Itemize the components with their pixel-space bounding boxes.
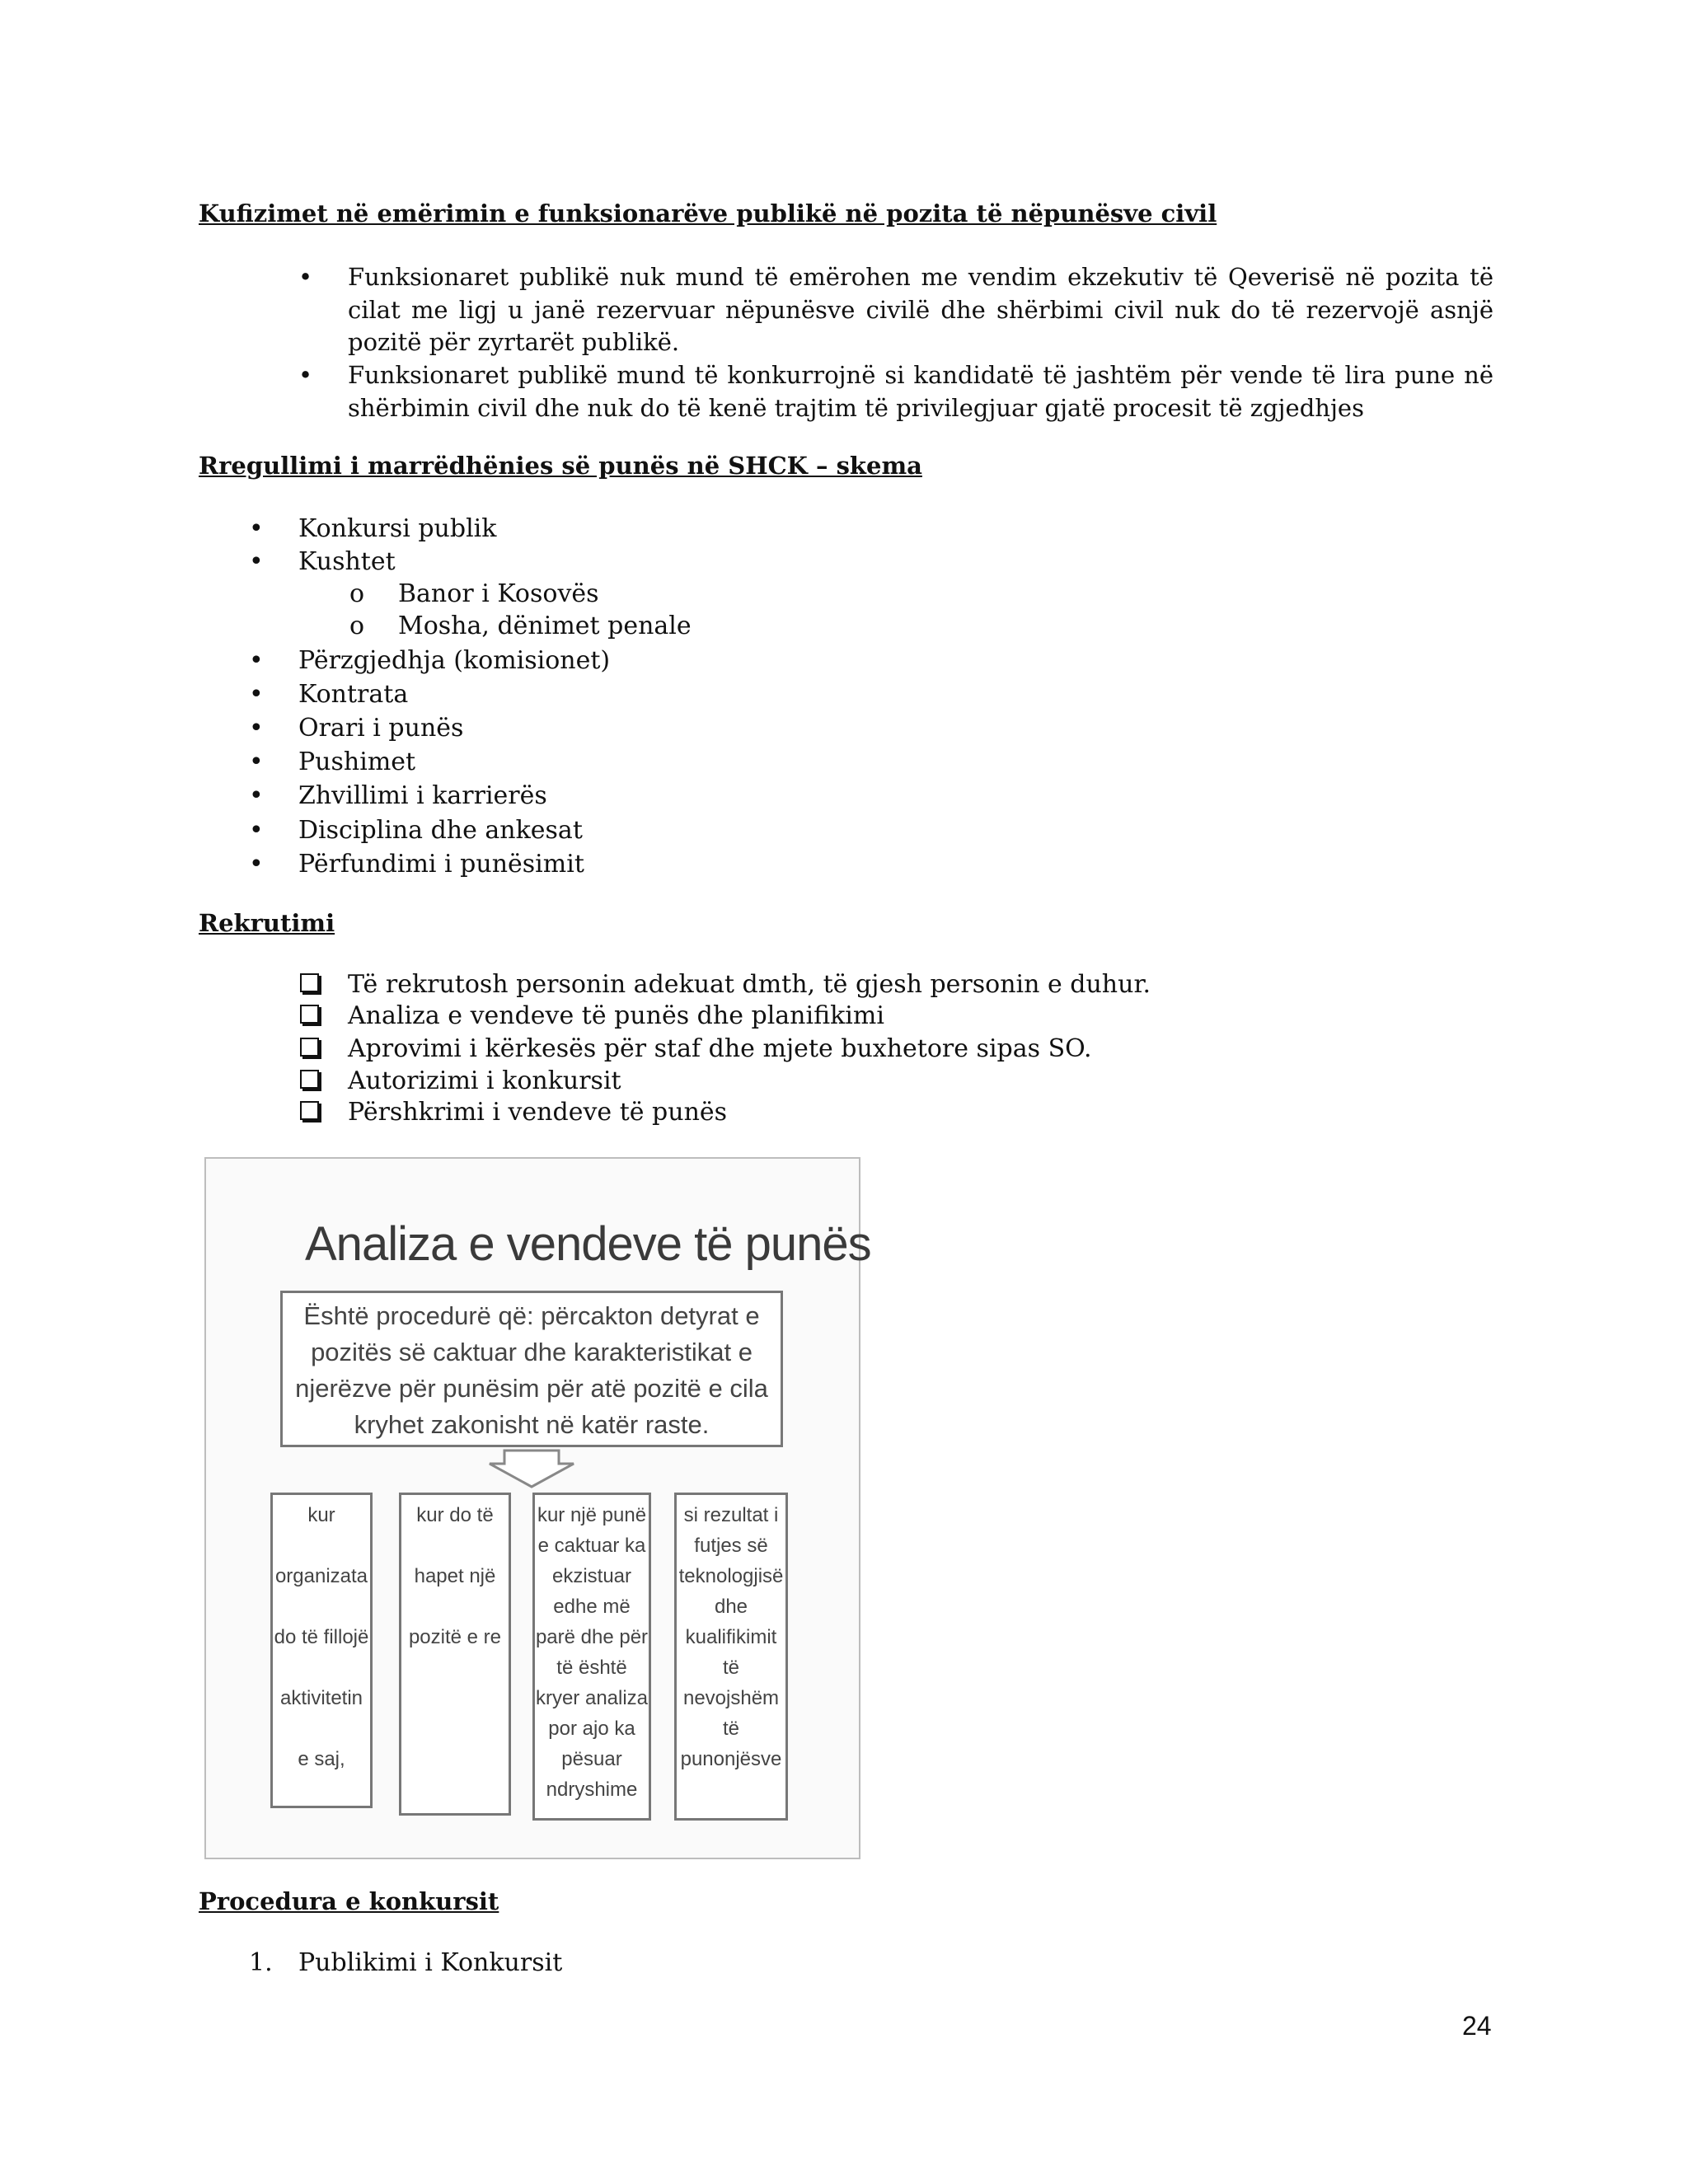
case-line: kryer analiza [535,1687,649,1709]
sub-bullet-marker: o [349,612,365,640]
case-line [401,1530,509,1561]
checkbox-icon [300,1070,319,1089]
scheme-item: Orari i punës [298,714,464,743]
checkbox-icon [300,973,319,992]
checklist-item: Përshkrimi i vendeve të punës [348,1098,728,1127]
section-heading-recruitment: Rekrutimi [199,909,335,937]
case-line: teknologjisë [678,1565,784,1587]
scheme-item: Përfundimi i punësimit [298,850,584,879]
case-line [273,1591,370,1622]
case-line: hapet një [414,1565,496,1587]
scheme-subitem: Mosha, dënimet penale [398,612,692,640]
case-line: pozitë e re [408,1626,502,1648]
bullet-marker: • [298,361,313,389]
bullet-marker: • [249,646,264,675]
case-line: të [722,1718,739,1740]
bullet-marker: • [249,816,264,845]
scheme-item: Zhvillimi i karrierës [298,781,547,810]
numbered-item: Publikimi i Konkursit [298,1948,563,1977]
scheme-item: Kushtet [298,547,396,576]
case-line: të është [556,1657,627,1679]
scheme-item: Disciplina dhe ankesat [298,816,583,845]
bullet-marker: • [298,263,313,291]
case-line [401,1591,509,1622]
restriction-paragraph: Funksionaret publikë mund të konkurrojnë si kandidatë të jashtëm për vende të lira pune në shërbimin civil dhe nuk do të kenë trajtim të privilegjuar gjatë procesit të zgjedhjes [348,361,1493,422]
scheme-item: Përzgjedhja (komisionet) [298,646,611,675]
case-line [273,1530,370,1561]
scheme-subitem: Banor i Kosovës [398,579,599,608]
restriction-paragraph: Funksionaret publikë nuk mund të emërohen me vendim ekzekutiv të Qeverisë në pozita të cilat me ligj u janë rezervuar nëpunësve civilë dhe shërbimi civil nuk do të rezervojë asnjë pozitë për zyrtarët publikë. [348,263,1493,356]
checklist-item: Aprovimi i kërkesës për staf dhe mjete buxhetore sipas SO. [348,1034,1092,1063]
numbered-item-number: 1. [249,1948,273,1977]
case-line: ekzistuar [551,1565,632,1587]
section-heading-restrictions: Kufizimet në emërimin e funksionarëve publikë në pozita të nëpunësve civil [199,199,1217,227]
case-line: si rezultat i [683,1504,779,1526]
section-heading-procedure: Procedura e konkursit [199,1887,499,1915]
case-line: ndryshime [546,1779,638,1801]
case-line: futjes së [694,1535,768,1557]
job-analysis-figure [204,1157,871,1859]
case-line: kur [307,1504,335,1526]
bullet-marker: • [249,680,264,709]
checklist-item: Analiza e vendeve të punës dhe planifikimi [348,1001,884,1030]
checkbox-icon [300,1101,319,1120]
case-line: parë dhe për [535,1626,649,1648]
bullet-marker: • [249,714,264,743]
bullet-marker: • [249,547,264,576]
case-line: të [722,1657,739,1679]
page-number: 24 [1462,2011,1492,2041]
bullet-marker: • [249,781,264,810]
case-column-2 [399,1493,511,1816]
case-line: por ajo ka [548,1718,635,1740]
bullet-marker: • [249,514,264,543]
case-column-4 [674,1493,788,1821]
case-column-1 [270,1493,373,1808]
case-line [273,1713,370,1744]
checkbox-icon [300,1038,319,1057]
case-line: aktivitetin [279,1687,363,1709]
scheme-item: Konkursi publik [298,514,497,543]
bullet-marker: • [249,748,264,776]
case-line: organizata [274,1565,368,1587]
case-line: e caktuar ka [537,1535,646,1557]
case-line: nevojshëm [682,1687,780,1709]
case-line: edhe më [553,1596,631,1618]
checklist-item: Autorizimi i konkursit [348,1066,621,1095]
case-line: e saj, [298,1748,345,1770]
case-line: punonjësve [680,1748,782,1770]
case-line [273,1652,370,1683]
scheme-item: Pushimet [298,748,416,776]
case-line: kur një punë [537,1504,647,1526]
section-heading-scheme: Rregullimi i marrëdhënies së punës në SHCK – skema [199,452,922,480]
case-line: dhe [714,1596,748,1618]
case-line: kur do të [416,1504,494,1526]
case-column-3 [532,1493,651,1821]
checkbox-icon [300,1005,319,1024]
bullet-marker: • [249,850,264,879]
checklist-item: Të rekrutosh personin adekuat dmth, të gjesh personin e duhur. [348,970,1151,999]
case-line: kualifikimit [685,1626,777,1648]
figure-title: Analiza e vendeve të punës [305,1217,871,1271]
case-line: pësuar [561,1748,622,1770]
case-line: do të fillojë [274,1626,369,1648]
down-arrow-icon [486,1449,577,1488]
figure-definition-box: Është procedurë që: përcakton detyrat e pozitës së caktuar dhe karakteristikat e njerëzve për punësim për atë pozitë e cila kryhet zakonisht në katër raste. [280,1291,783,1447]
scheme-item: Kontrata [298,680,409,709]
sub-bullet-marker: o [349,579,365,608]
